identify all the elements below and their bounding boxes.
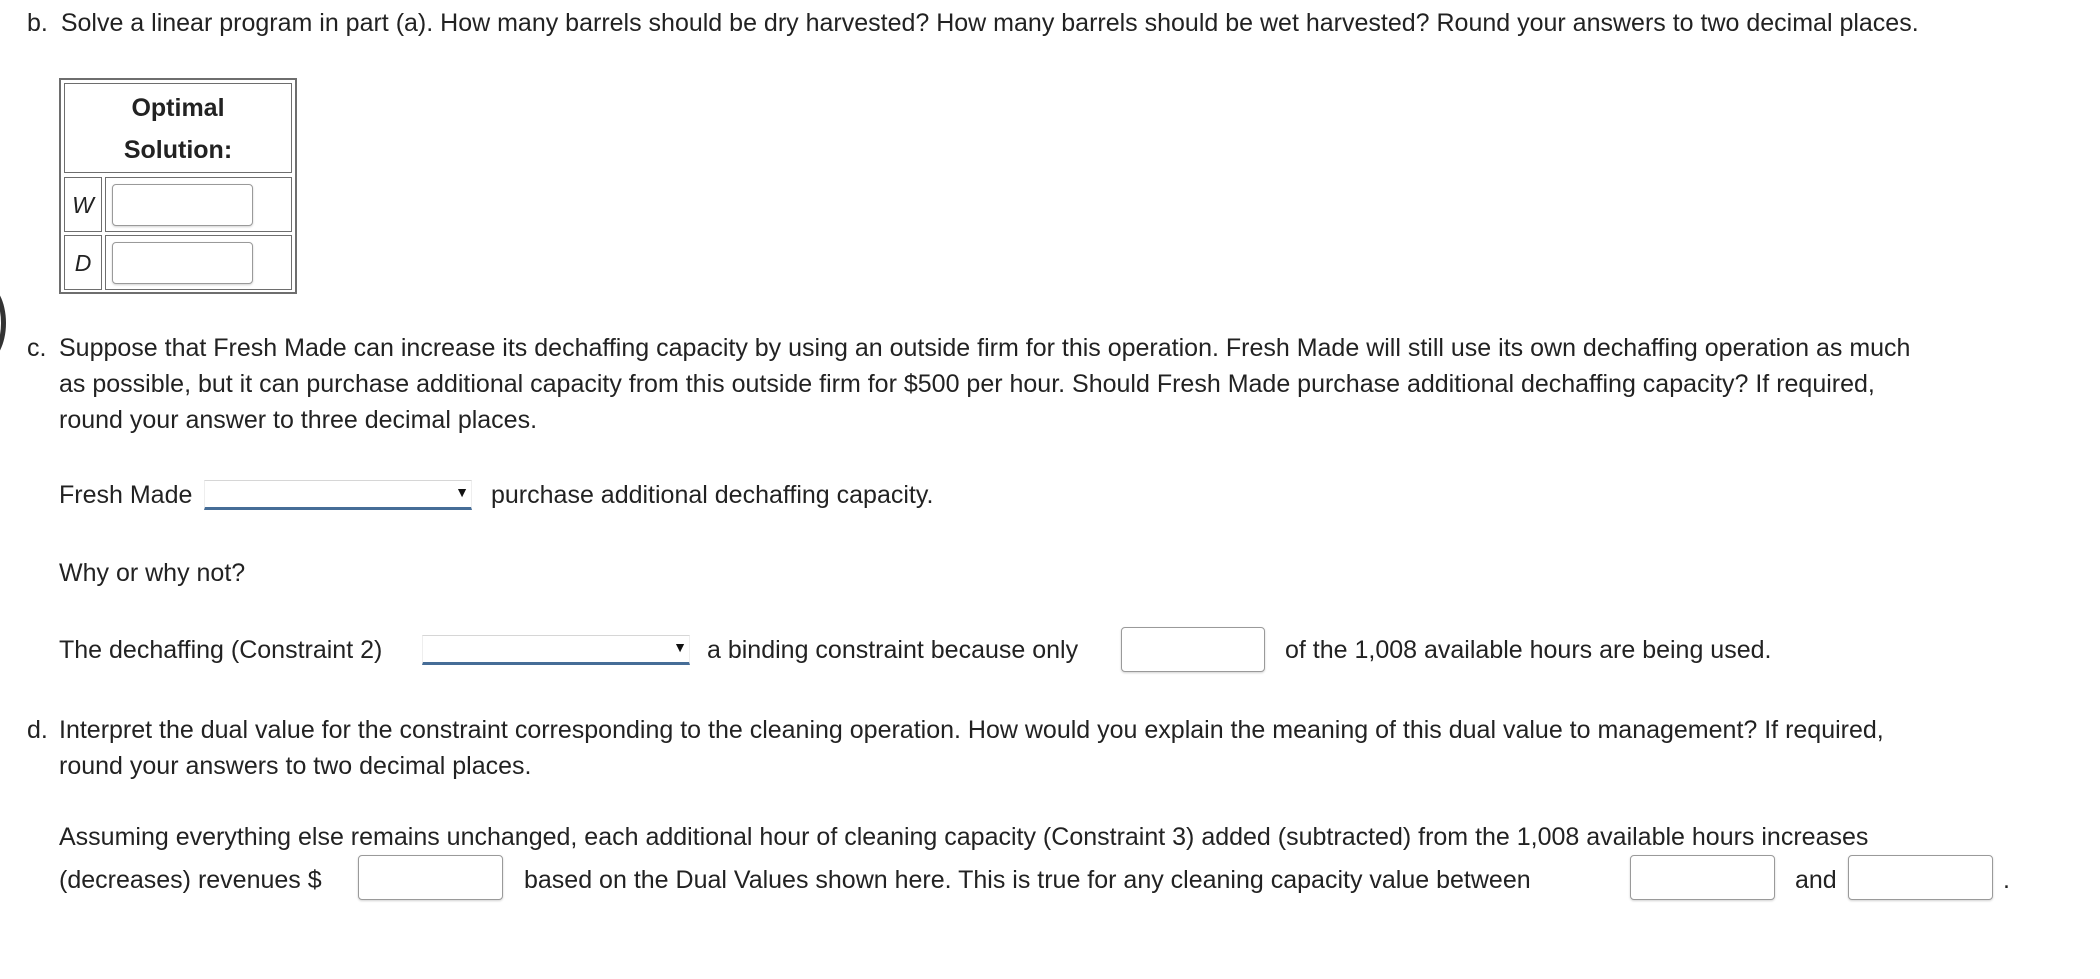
hours-used-input[interactable] bbox=[1121, 627, 1265, 672]
binding-constraint-dropdown[interactable] bbox=[422, 635, 690, 665]
period: . bbox=[2003, 866, 2010, 894]
optimal-solution-header bbox=[64, 83, 292, 173]
and-text: and bbox=[1795, 866, 1837, 894]
chevron-down-icon: ▼ bbox=[455, 484, 469, 500]
header-line-1: Optimal bbox=[131, 94, 225, 122]
dechaffing-prefix: The dechaffing (Constraint 2) bbox=[59, 636, 383, 664]
cell-d bbox=[105, 235, 292, 290]
fresh-made-suffix: purchase additional dechaffing capacity. bbox=[491, 481, 934, 509]
w-input[interactable] bbox=[112, 184, 253, 226]
row-label-d: D bbox=[64, 235, 102, 290]
why-text: Why or why not? bbox=[59, 559, 246, 587]
lower-bound-input[interactable] bbox=[1630, 855, 1775, 900]
left-edge-decoration bbox=[0, 283, 6, 363]
part-c-text-line-2: as possible, but it can purchase additional capacity from this outside firm for $500 per hour. Should Fresh Made purchase additional dechaffing capacity? If required, bbox=[59, 370, 1875, 398]
table-row-d bbox=[64, 235, 292, 290]
purchase-decision-dropdown[interactable] bbox=[204, 480, 472, 510]
part-c-letter: c. bbox=[27, 334, 47, 362]
part-d-letter: d. bbox=[27, 716, 48, 744]
dechaffing-middle: a binding constraint because only bbox=[707, 636, 1079, 664]
part-b-text: Solve a linear program in part (a). How many barrels should be dry harvested? How many barrels should be wet harvested? Round your answers to two decimal places. bbox=[60, 9, 1919, 37]
header-line-2: Solution: bbox=[123, 136, 233, 164]
assume-prefix: (decreases) revenues $ bbox=[59, 866, 322, 894]
chevron-down-icon: ▼ bbox=[673, 639, 687, 655]
part-b-letter: b. bbox=[27, 9, 48, 37]
d-input[interactable] bbox=[112, 242, 253, 284]
part-c-text-line-1: Suppose that Fresh Made can increase its dechaffing capacity by using an outside firm for this operation. Fresh Made will still use its own dechaffing operation as much bbox=[59, 334, 1911, 362]
part-d-text-line-1: Interpret the dual value for the constraint corresponding to the cleaning operation. How would you explain the meaning of this dual value to management? If required, bbox=[59, 716, 1884, 744]
part-d-text-line-2: round your answers to two decimal places. bbox=[59, 752, 532, 780]
dechaffing-suffix: of the 1,008 available hours are being used. bbox=[1285, 636, 1772, 664]
upper-bound-input[interactable] bbox=[1848, 855, 1993, 900]
part-b-question bbox=[27, 5, 1919, 41]
assume-middle: based on the Dual Values shown here. This is true for any cleaning capacity value between bbox=[524, 866, 1531, 894]
optimal-solution-table bbox=[59, 78, 297, 294]
assume-line-1: Assuming everything else remains unchanged, each additional hour of cleaning capacity (Constraint 3) added (subtracted) from the 1,008 available hours increases bbox=[59, 823, 1869, 851]
cell-w bbox=[105, 177, 292, 232]
table-row-w bbox=[64, 177, 292, 232]
revenue-change-input[interactable] bbox=[358, 855, 503, 900]
part-c-text-line-3: round your answer to three decimal places. bbox=[59, 406, 538, 434]
row-label-w: W bbox=[64, 177, 102, 232]
fresh-made-prefix: Fresh Made bbox=[59, 481, 193, 509]
